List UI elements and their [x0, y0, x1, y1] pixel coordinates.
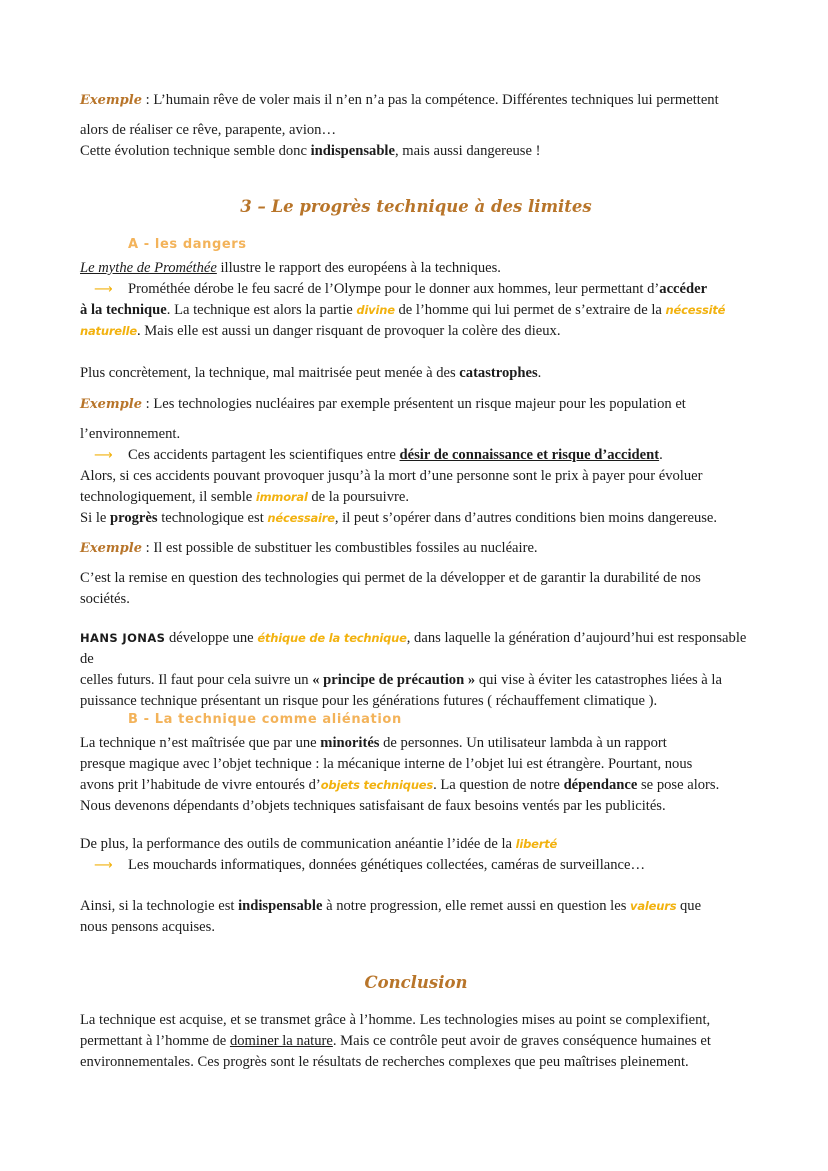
section-3-title: 3 – Le progrès technique à des limites — [240, 197, 592, 216]
paragraph-values: Ainsi, si la technologie est indispensable à notre progression, elle remet aussi en question les valeurs que nous pensons acquises. — [80, 898, 702, 935]
subsection-a-title: A - les dangers — [128, 237, 247, 252]
subsection-b-title: B - La technique comme aliénation — [128, 712, 402, 727]
arrow-icon: ⟶ — [94, 858, 113, 873]
paragraph-conclusion: La technique est acquise, et se transmet grâce à l’homme. Les technologies mises au point se complexifient, permettant à l’homme de dominer la nature. Mais ce contrôle peut avoir de graves conséquence humaines et environnementales. Ces progrès sont le résultats de recherches complexes que peu maîtrises pleinement. — [80, 1012, 711, 1070]
paragraph-example-flight: Exemple : L’humain rêve de voler mais il n’en n’a pas la compétence. Différentes techniques lui permettent — [80, 92, 719, 108]
arrow-icon: ⟶ — [94, 282, 113, 297]
example-label: Exemple — [80, 541, 142, 556]
conclusion-title: Conclusion — [364, 973, 468, 992]
example-label: Exemple — [80, 93, 142, 108]
arrow-icon: ⟶ — [94, 448, 113, 463]
paragraph-liberty: De plus, la performance des outils de communication anéantie l’idée de la liberté ⟶ Les mouchards informatiques, données génétiques collectées, caméras de surveillance… — [80, 834, 752, 876]
paragraph-example-flight-cont: alors de réaliser ce rêve, parapente, avion… Cette évolution technique semble donc indispensable, mais aussi dangereuse ! — [80, 122, 541, 159]
paragraph-promethee: Le mythe de Prométhée illustre le rapport des européens à la techniques. ⟶ Prométhée dérobe le feu sacré de l’Olympe pour le donner aux hommes, leur permettant d’accéder à la technique. La technique est alors la partie divine de l’homme qui lui permet de s’extraire de la nécessité naturelle. Mais elle est aussi un danger risquant de provoquer la colère des dieux. — [80, 260, 726, 339]
paragraph-durability: C’est la remise en question des technologies qui permet de la développer et de garantir la durabilité de nos sociétés. — [80, 570, 701, 607]
paragraph-example-fossil: Exemple : Il est possible de substituer les combustibles fossiles au nucléaire. — [80, 540, 538, 556]
paragraph-example-nuclear: Exemple : Les technologies nucléaires par exemple présentent un risque majeur pour les population et — [80, 396, 686, 412]
paragraph-catastrophes: Plus concrètement, la technique, mal maitrisée peut menée à des catastrophes. — [80, 365, 542, 381]
paragraph-alienation: La technique n’est maîtrisée que par une minorités de personnes. Un utilisateur lambda à un rapport presque magique avec l’objet technique : la mécanique interne de l’objet lui est étrangère. Pourtant, nous avons prit l’habitude de vivre entourés d’objets techniques. La question de notre dépendance se pose alors. Nous devenons dépendants d’objets techniques satisfaisant de faux besoins ventés par les publicités. — [80, 735, 720, 814]
example-label: Exemple — [80, 397, 142, 412]
paragraph-hans-jonas: HANS JONAS développe une éthique de la technique, dans laquelle la génération d’aujourd’hui est responsable de celles futurs. Il faut pour cela suivre un « principe de précaution » qui vise à éviter les catastrophes liées à la puissance technique présentant un risque pour les générations futures ( réchauffement climatique ). — [80, 630, 747, 709]
paragraph-nuclear-cont: l’environnement. ⟶ Ces accidents partagent les scientifiques entre désir de connaissance et risque d’accident. Alors, si ces accidents pouvant provoquer jusqu’à la mort d’une personne sont le prix à payer pour évoluer technologiquement, il semble immoral de la poursuivre. Si le progrès technologique est nécessaire, il peut s’opérer dans d’autres conditions bien moins dangereuse. — [80, 426, 718, 526]
